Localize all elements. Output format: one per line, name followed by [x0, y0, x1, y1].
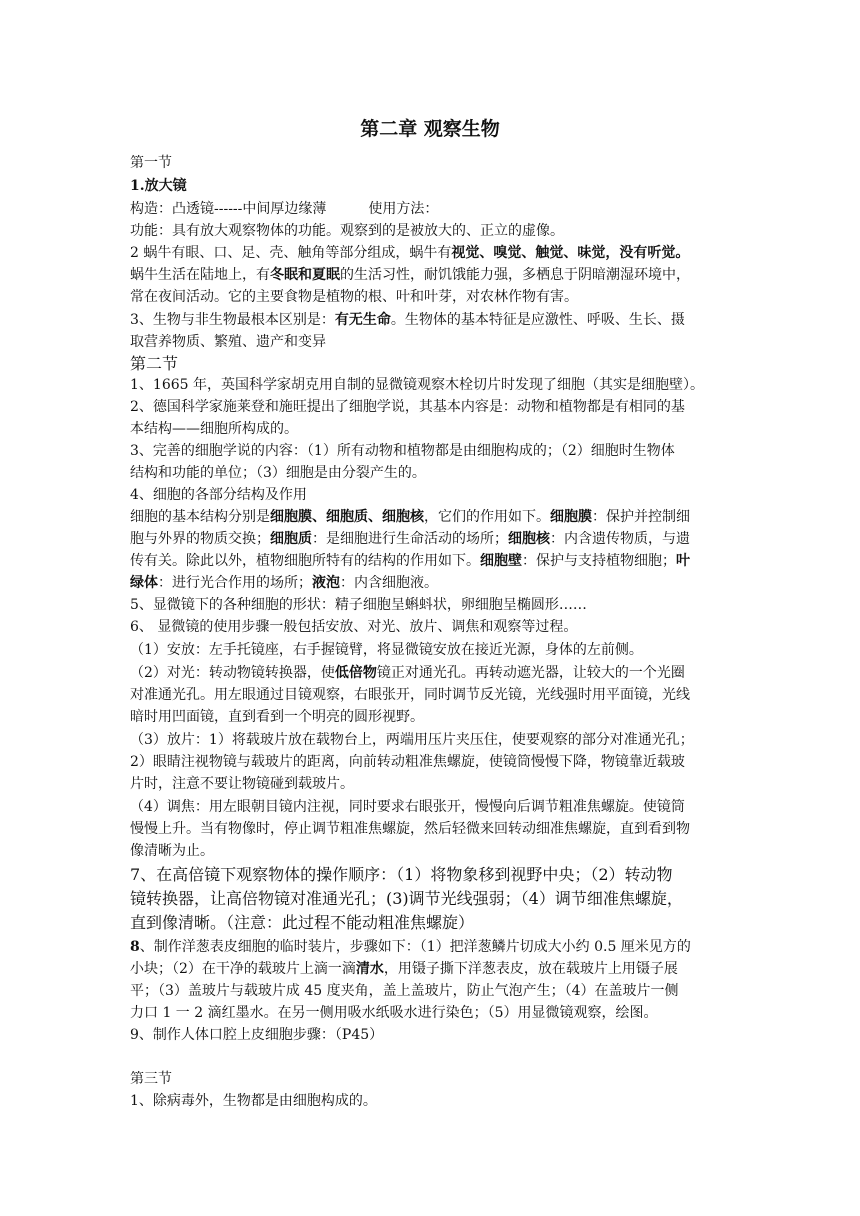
text-span: 直到像清晰。（注意：此过程不能动粗准焦螺旋）: [130, 913, 475, 932]
text-span: ：保护与支持植物细胞；: [522, 553, 676, 569]
text-span: 1、1665 年，英国科学家胡克用自制的显微镜观察木栓切片时发现了细胞（其实是细胞壁）。: [130, 377, 704, 393]
text-line: [130, 1025, 383, 1045]
text-line: [130, 375, 704, 395]
text-line: [130, 1091, 377, 1111]
text-span: 第二节: [130, 354, 179, 373]
text-span: 镜转换器，让高倍物镜对准通光孔；(3)调节光线强弱；（4）调节细准焦螺旋，: [130, 889, 683, 908]
text-line: [130, 888, 683, 910]
text-span: （4）调焦：用左眼朝目镜内注视，同时要求右眼张开，慢慢向后调节粗准焦螺旋。使镜筒: [130, 799, 685, 815]
text-line: [130, 463, 426, 483]
text-span: 对准通光孔。用左眼通过目镜观察，右眼张开，同时调节反光镜，光线强时用平面镜，光线: [130, 687, 690, 703]
text-line: [130, 243, 689, 263]
text-span: 9、制作人体口腔上皮细胞步骤：（P45）: [130, 1027, 384, 1043]
text-span: ，它们的作用如下。: [424, 509, 550, 525]
text-span: 3、生物与非生物最根本区别是：: [130, 312, 335, 328]
text-span: 7、在高倍镜下观察物体的操作顺序：（1）将物象移到视野中央；（2）转动物: [130, 865, 673, 884]
text-span: 5、显微镜下的各种细胞的形状：精子细胞呈蝌蚪状，卵细胞呈椭圆形……: [130, 597, 587, 613]
text-span: 蜗牛生活在陆地上，有: [130, 267, 270, 283]
text-line: [130, 199, 438, 219]
text-span: 胞与外界的物质交换；: [130, 531, 270, 547]
text-line: [130, 153, 172, 173]
text-span: 2、德国科学家施莱登和施旺提出了细胞学说，其基本内容是：动物和植物都是有相同的基: [130, 399, 685, 415]
text-span: ：保护并控制细: [592, 509, 690, 525]
text-line: [130, 617, 577, 637]
text-span: ：内含细胞液。: [340, 575, 438, 591]
text-line: [130, 819, 690, 839]
text-span: 镜正对通光孔。再转动遮光器，让较大的一个光圈: [376, 665, 685, 681]
text-span: 取营养物质、繁殖、遗产和变异: [130, 334, 326, 350]
text-span: 2）眼睛注视物镜与载玻片的距离，向前转动粗准焦螺旋，使镜筒慢慢下降，物镜靠近载玻: [130, 754, 685, 770]
text-line: [130, 640, 643, 660]
bold-text: 冬眠和夏眠: [270, 267, 340, 283]
text-line: [130, 507, 690, 527]
text-span: ：进行光合作用的场所；: [158, 575, 312, 591]
text-span: ：内含遗传物质，与遗: [550, 531, 690, 547]
text-span: 小块；（2）在干净的载玻片上滴一滴: [130, 961, 356, 977]
text-line: [130, 730, 694, 750]
text-line: [130, 419, 298, 439]
text-line: [130, 397, 685, 417]
text-span: （2）对光：转动物镜转换器，使: [130, 665, 335, 681]
text-span: 常在夜间活动。它的主要食物是植物的根、叶和叶芽，对农林作物有害。: [130, 289, 578, 305]
text-line: [130, 332, 326, 352]
text-line: [130, 841, 214, 861]
text-span: 暗时用凹面镜，直到看到一个明亮的圆形视野。: [130, 709, 424, 725]
text-span: 3、完善的细胞学说的内容：（1）所有动物和植物都是由细胞构成的；（2）细胞时生物体: [130, 443, 675, 459]
text-line: [130, 1069, 172, 1089]
text-line: [130, 573, 438, 593]
bold-text: 细胞核: [508, 531, 550, 547]
text-span: 4、细胞的各部分结构及作用: [130, 487, 307, 503]
text-line: [130, 287, 578, 307]
text-span: 第一节: [130, 155, 172, 171]
text-span: 1、除病毒外，生物都是由细胞构成的。: [130, 1093, 377, 1109]
bold-text: 细胞质: [270, 531, 312, 547]
text-line: [130, 310, 685, 330]
text-line: [130, 441, 675, 461]
text-line: [130, 485, 307, 505]
text-span: 传有关。除此以外，植物细胞所特有的结构的作用如下。: [130, 553, 480, 569]
text-span: 结构和功能的单位；（3）细胞是由分裂产生的。: [130, 465, 426, 481]
text-line: [130, 221, 564, 241]
text-line: [130, 864, 673, 886]
text-line: [130, 685, 690, 705]
text-span: 、制作洋葱表皮细胞的临时装片，步骤如下：（1）把洋葱鳞片切成大小约 0.5 厘米见方的: [139, 939, 691, 955]
text-span: 本结构——细胞所构成的。: [130, 421, 298, 437]
text-span: 片时，注意不要让物镜碰到载玻片。: [130, 776, 354, 792]
text-line: [130, 663, 685, 683]
text-span: 像清晰为止。: [130, 843, 214, 859]
text-span: （1）安放：左手托镜座，右手握镜臂，将显微镜安放在接近光源，身体的左前侧。: [130, 642, 643, 658]
text-span: 第三节: [130, 1071, 172, 1087]
bold-text: 绿体: [130, 575, 158, 591]
text-span: 6、 显微镜的使用步骤一般包括安放、对光、放片、调焦和观察等过程。: [130, 619, 578, 635]
text-span: 的生活习性，耐饥饿能力强，多栖息于阴暗潮湿环境中，: [340, 267, 690, 283]
text-line: [130, 981, 679, 1001]
text-line: [130, 752, 685, 772]
text-span: 构造：凸透镜------中间厚边缘薄 使用方法：: [130, 201, 439, 217]
text-line: [130, 551, 690, 571]
bold-text: 1.放大镜: [130, 178, 187, 194]
text-line: [130, 1003, 658, 1023]
bold-text: 8: [130, 939, 140, 955]
text-span: （3）放片：1）将载玻片放在载物台上，两端用压片夹压住，使要观察的部分对准通光孔；: [130, 732, 694, 748]
bold-text: 细胞膜、细胞质、细胞核: [270, 509, 424, 525]
bold-text: 清水: [355, 961, 384, 977]
bold-text: 有无生命: [334, 312, 391, 328]
bold-text: 叶: [676, 553, 690, 569]
text-span: 力口 1 一 2 滴红墨水。在另一侧用吸水纸吸水进行染色；（5）用显微镜观察，绘图。: [130, 1005, 658, 1021]
text-line: [130, 176, 187, 196]
text-line: [130, 797, 685, 817]
text-span: 。生物体的基本特征是应激性、呼吸、生长、摄: [390, 312, 685, 328]
text-line: [130, 265, 690, 285]
text-line: [130, 774, 354, 794]
bold-text: 细胞膜: [550, 509, 592, 525]
text-span: 功能：具有放大观察物体的功能。观察到的是被放大的、正立的虚像。: [130, 223, 564, 239]
text-line: [130, 912, 474, 934]
bold-text: 液泡: [312, 575, 340, 591]
text-span: 慢慢上升。当有物像时，停止调节粗准焦螺旋，然后轻微来回转动细准焦螺旋，直到看到物: [130, 821, 690, 837]
text-span: ：是细胞进行生命活动的场所；: [312, 531, 508, 547]
bold-text: 细胞壁: [480, 553, 522, 569]
text-span: ，用镊子撕下洋葱表皮，放在载玻片上用镊子展: [383, 961, 678, 977]
bold-text: 视觉、嗅觉、触觉、味觉，没有听觉。: [451, 245, 690, 261]
text-line: [130, 707, 424, 727]
text-line: [130, 595, 587, 615]
chapter-title: 第二章 观察生物: [360, 118, 500, 140]
text-line: [130, 353, 178, 375]
bold-text: 低倍物: [334, 665, 377, 681]
text-span: 平；（3）盖玻片与载玻片成 45 度夹角，盖上盖玻片，防止气泡产生；（4）在盖玻片一侧: [130, 983, 679, 999]
text-span: 细胞的基本结构分别是: [130, 509, 270, 525]
text-line: [130, 529, 690, 549]
text-line: [130, 959, 678, 979]
text-span: 2 蜗牛有眼、口、足、壳、触角等部分组成，蜗牛有: [130, 245, 452, 261]
text-line: [130, 937, 691, 957]
